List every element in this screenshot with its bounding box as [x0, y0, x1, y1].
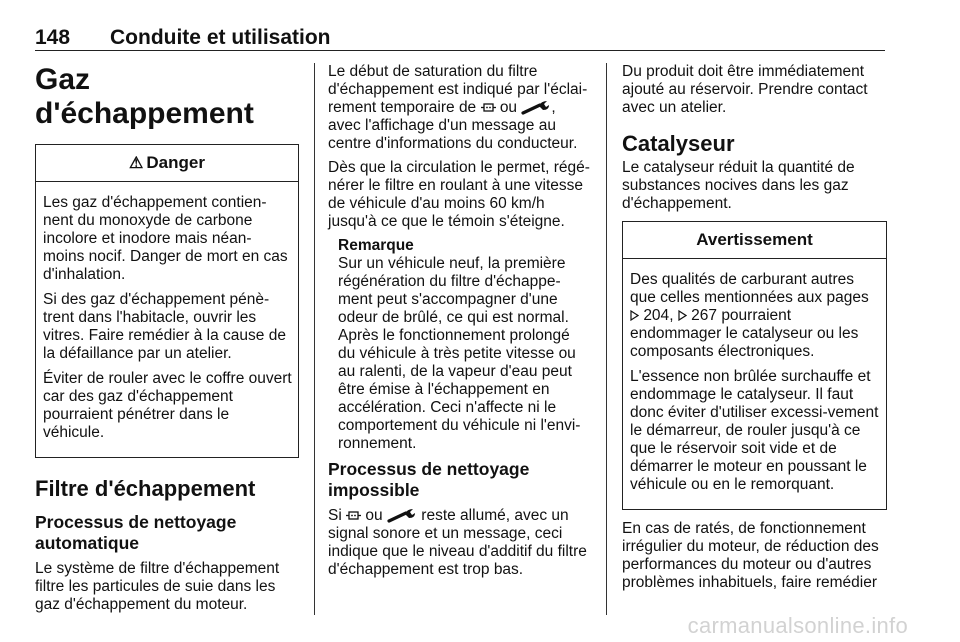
misfire-paragraph: En cas de ratés, de fonctionnement irrégulier du moteur, de réduction des performances du moteur ou d'autres problèmes inhabituels, faire remédier	[622, 520, 879, 591]
warning-paragraph: L'essence non brûlée surchauffe et endommage le catalyseur. Il faut donc éviter d'utiliser excessi-vement le démarreur, de rouler jusqu'à ce que le réservoir soit vide et de démarrer le moteur en poussant le véhicule ou en le remorquant.	[630, 368, 879, 493]
page-ref[interactable]: 267	[678, 307, 717, 324]
warning-triangle-icon: ⚠	[129, 155, 144, 172]
column-divider	[314, 63, 315, 615]
column-3	[622, 63, 887, 598]
page-header	[35, 22, 885, 50]
danger-paragraph: Éviter de rouler avec le coffre ouvert car des gaz d'échappement pourraient pénétrer dans le véhicule.	[43, 370, 292, 441]
catalyst-intro-paragraph: Le catalyseur réduit la quantité de substances nocives dans les gaz d'échappement.	[622, 159, 855, 212]
exhaust-filter-icon	[481, 101, 496, 114]
regeneration-paragraph: Dès que la circulation le permet, régé-nérer le filtre en roulant à une vitesse de véhicule d'au moins 60 km/h jusqu'à ce que le témoin s'éteigne.	[328, 159, 590, 230]
danger-label: Danger	[146, 153, 205, 172]
section-title-exhaust: Gaz d'échappement	[35, 63, 254, 130]
subheading-auto-cleaning: Processus de nettoyage automatique	[35, 512, 237, 553]
warning-paragraph: Des qualités de carburant autres que celles mentionnées aux pages 204, 267 pourraient endommager le catalyseur ou les composants électroniques.	[630, 271, 869, 360]
impossible-paragraph: Si ou reste allumé, avec un signal sonore et un message, ceci indique que le niveau d'additif du filtre d'échappement est trop bas.	[328, 507, 587, 578]
warning-box	[622, 221, 887, 510]
running-title: Conduite et utilisation	[110, 26, 331, 49]
page-reference-arrow-icon	[678, 310, 687, 321]
column-1	[35, 63, 299, 620]
filter-paragraph: Le système de filtre d'échappement filtre les particules de suie dans les gaz d'échappement du moteur.	[35, 560, 280, 613]
danger-box-header	[36, 145, 298, 182]
watermark-text: carmanualsonline.info	[687, 613, 908, 638]
column-divider	[606, 63, 607, 615]
section-title-catalyst: Catalyseur	[622, 131, 735, 156]
saturation-paragraph: Le début de saturation du filtre d'échappement est indiqué par l'éclai-rement temporaire de ou , avec l'affichage d'un message au centre d'informations du conducteur.	[328, 63, 588, 152]
column-2	[328, 63, 590, 585]
additive-paragraph: Du produit doit être immédiatement ajouté au réservoir. Prendre contact avec un atelier.	[622, 63, 868, 116]
exhaust-filter-icon	[346, 509, 361, 522]
header-divider	[35, 50, 885, 51]
note-block	[338, 237, 590, 453]
warning-box-header: Avertissement	[623, 222, 886, 259]
note-paragraph: Sur un véhicule neuf, la première régénération du filtre d'échappe-ment peut s'accompagner d'une odeur de brûlé, ce qui est normal. Après le fonctionnement prolongé du véhicule à très petite vitesse ou au ralenti, de la vapeur d'eau peut être émise à l'échappement en accélération. Ceci n'affecte ni le comportement du véhicule ni l'envi-ronnement.	[338, 255, 581, 452]
wrench-icon	[521, 100, 551, 115]
danger-box	[35, 144, 299, 458]
section-title-filter: Filtre d'échappement	[35, 476, 256, 501]
danger-paragraph: Les gaz d'échappement contien-nent du monoxyde de carbone incolore et inodore mais néan-moins nocif. Danger de mort en cas d'inhalation.	[43, 194, 288, 283]
subheading-cleaning-impossible: Processus de nettoyage impossible	[328, 459, 530, 500]
danger-paragraph: Si des gaz d'échappement pénè-trent dans l'habitacle, ouvrir les vitres. Faire remédier à la cause de la défaillance par un atelier.	[43, 291, 286, 362]
note-label: Remarque	[338, 237, 414, 254]
page-number: 148	[35, 26, 71, 49]
page-ref[interactable]: 204	[630, 307, 669, 324]
page-reference-arrow-icon	[630, 310, 639, 321]
wrench-icon	[387, 508, 417, 523]
